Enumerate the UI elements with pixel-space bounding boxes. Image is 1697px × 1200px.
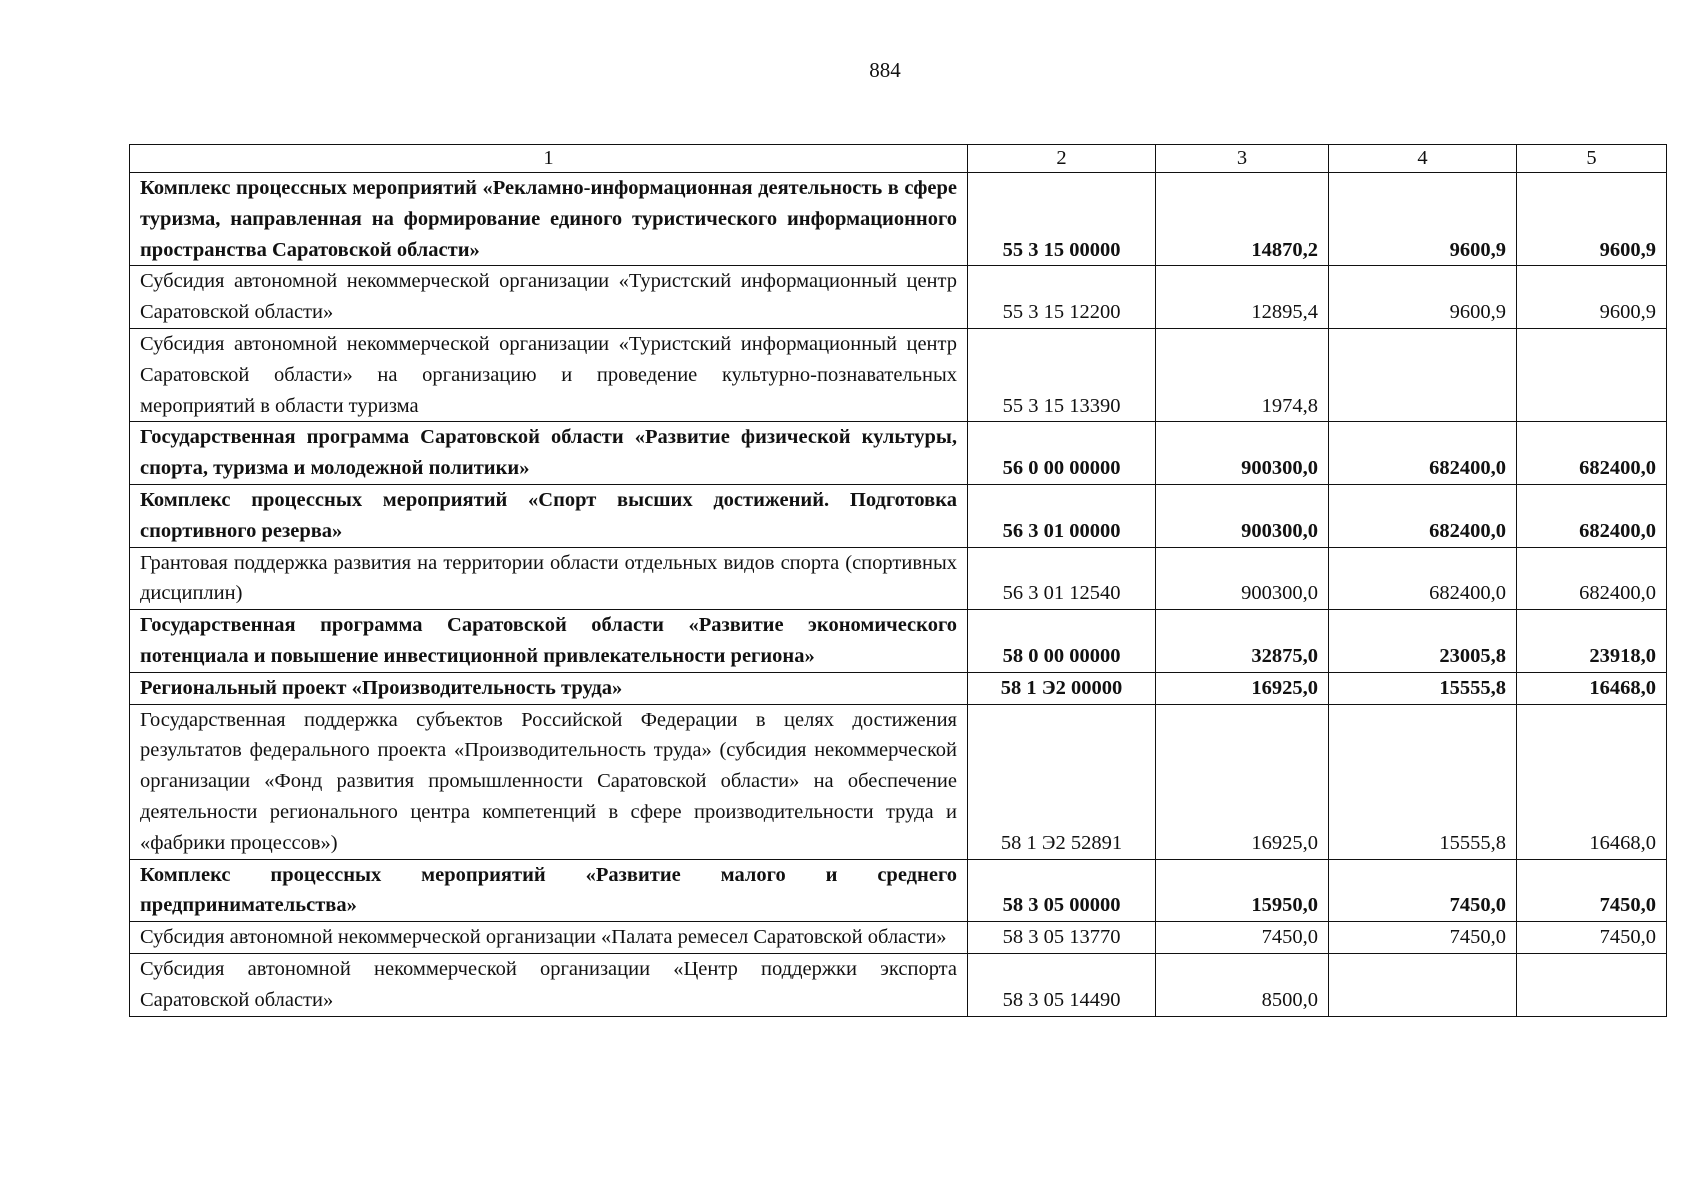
row-code: 58 1 Э2 52891 xyxy=(968,704,1156,859)
row-name: Грантовая поддержка развития на территории области отдельных видов спорта (спортивных дисциплин) xyxy=(130,547,968,610)
row-value-col5: 7450,0 xyxy=(1517,922,1667,954)
row-value-col3: 15950,0 xyxy=(1156,859,1329,922)
row-name: Субсидия автономной некоммерческой организации «Туристский информационный центр Саратовской области» xyxy=(130,266,968,329)
row-code: 55 3 15 12200 xyxy=(968,266,1156,329)
row-code: 56 3 01 12540 xyxy=(968,547,1156,610)
row-value-col4: 682400,0 xyxy=(1329,484,1517,547)
row-value-col4: 15555,8 xyxy=(1329,704,1517,859)
row-value-col3: 900300,0 xyxy=(1156,422,1329,485)
row-name: Субсидия автономной некоммерческой организации «Центр поддержки экспорта Саратовской области» xyxy=(130,953,968,1016)
page-number: 884 xyxy=(869,58,901,82)
row-code: 58 1 Э2 00000 xyxy=(968,672,1156,704)
row-value-col3: 12895,4 xyxy=(1156,266,1329,329)
row-code: 58 0 00 00000 xyxy=(968,610,1156,673)
row-value-col3: 8500,0 xyxy=(1156,953,1329,1016)
row-value-col5: 16468,0 xyxy=(1517,704,1667,859)
row-value-col4: 9600,9 xyxy=(1329,266,1517,329)
row-name: Государственная поддержка субъектов Российской Федерации в целях достижения результатов федерального проекта «Производительность труда» (субсидия некоммерческой организации «Фонд развития промышленности Саратовской области» на обеспечение деятельности регионального центра компетенций в сфере производительности труда и «фабрики процессов») xyxy=(130,704,968,859)
row-value-col5 xyxy=(1517,953,1667,1016)
row-name: Субсидия автономной некоммерческой организации «Туристский информационный центр Саратовской области» на организацию и проведение культурно-познавательных мероприятий в области туризма xyxy=(130,328,968,421)
column-header: 2 xyxy=(968,145,1156,173)
column-header: 3 xyxy=(1156,145,1329,173)
budget-table xyxy=(129,144,1667,1017)
row-value-col3: 900300,0 xyxy=(1156,547,1329,610)
table-row xyxy=(130,422,1667,485)
row-name: Комплекс процессных мероприятий «Развитие малого и среднего предпринимательства» xyxy=(130,859,968,922)
table-row xyxy=(130,547,1667,610)
row-value-col3: 7450,0 xyxy=(1156,922,1329,954)
row-code: 58 3 05 13770 xyxy=(968,922,1156,954)
row-value-col5: 9600,9 xyxy=(1517,266,1667,329)
row-code: 58 3 05 00000 xyxy=(968,859,1156,922)
row-value-col4: 7450,0 xyxy=(1329,859,1517,922)
row-name: Государственная программа Саратовской области «Развитие физической культуры, спорта, туризма и молодежной политики» xyxy=(130,422,968,485)
row-value-col5: 16468,0 xyxy=(1517,672,1667,704)
table-row xyxy=(130,859,1667,922)
table-row xyxy=(130,610,1667,673)
row-value-col4 xyxy=(1329,328,1517,421)
row-name: Субсидия автономной некоммерческой организации «Палата ремесел Саратовской области» xyxy=(130,922,968,954)
table-row xyxy=(130,328,1667,421)
table-row xyxy=(130,922,1667,954)
row-value-col5: 7450,0 xyxy=(1517,859,1667,922)
row-value-col5: 9600,9 xyxy=(1517,173,1667,266)
column-header: 4 xyxy=(1329,145,1517,173)
row-value-col4: 682400,0 xyxy=(1329,547,1517,610)
row-value-col3: 16925,0 xyxy=(1156,672,1329,704)
row-value-col3: 32875,0 xyxy=(1156,610,1329,673)
row-value-col4: 682400,0 xyxy=(1329,422,1517,485)
row-value-col4: 7450,0 xyxy=(1329,922,1517,954)
table-row xyxy=(130,266,1667,329)
row-value-col3: 16925,0 xyxy=(1156,704,1329,859)
row-value-col5: 23918,0 xyxy=(1517,610,1667,673)
row-name: Комплекс процессных мероприятий «Спорт высших достижений. Подготовка спортивного резерва» xyxy=(130,484,968,547)
row-code: 56 0 00 00000 xyxy=(968,422,1156,485)
row-value-col4: 9600,9 xyxy=(1329,173,1517,266)
table-row xyxy=(130,672,1667,704)
row-code: 56 3 01 00000 xyxy=(968,484,1156,547)
row-value-col5: 682400,0 xyxy=(1517,547,1667,610)
row-code: 55 3 15 00000 xyxy=(968,173,1156,266)
table-row xyxy=(130,953,1667,1016)
row-value-col5 xyxy=(1517,328,1667,421)
row-code: 55 3 15 13390 xyxy=(968,328,1156,421)
row-code: 58 3 05 14490 xyxy=(968,953,1156,1016)
row-value-col4 xyxy=(1329,953,1517,1016)
column-number-row xyxy=(130,145,1667,173)
row-value-col3: 1974,8 xyxy=(1156,328,1329,421)
table-row xyxy=(130,484,1667,547)
row-value-col4: 15555,8 xyxy=(1329,672,1517,704)
column-header: 5 xyxy=(1517,145,1667,173)
table-row xyxy=(130,173,1667,266)
row-name: Государственная программа Саратовской области «Развитие экономического потенциала и повышение инвестиционной привлекательности региона» xyxy=(130,610,968,673)
row-value-col3: 14870,2 xyxy=(1156,173,1329,266)
row-name: Комплекс процессных мероприятий «Рекламно-информационная деятельность в сфере туризма, направленная на формирование единого туристического информационного пространства Саратовской области» xyxy=(130,173,968,266)
row-value-col5: 682400,0 xyxy=(1517,422,1667,485)
table-row xyxy=(130,704,1667,859)
row-value-col4: 23005,8 xyxy=(1329,610,1517,673)
column-header: 1 xyxy=(130,145,968,173)
row-name: Региональный проект «Производительность труда» xyxy=(130,672,968,704)
row-value-col3: 900300,0 xyxy=(1156,484,1329,547)
row-value-col5: 682400,0 xyxy=(1517,484,1667,547)
